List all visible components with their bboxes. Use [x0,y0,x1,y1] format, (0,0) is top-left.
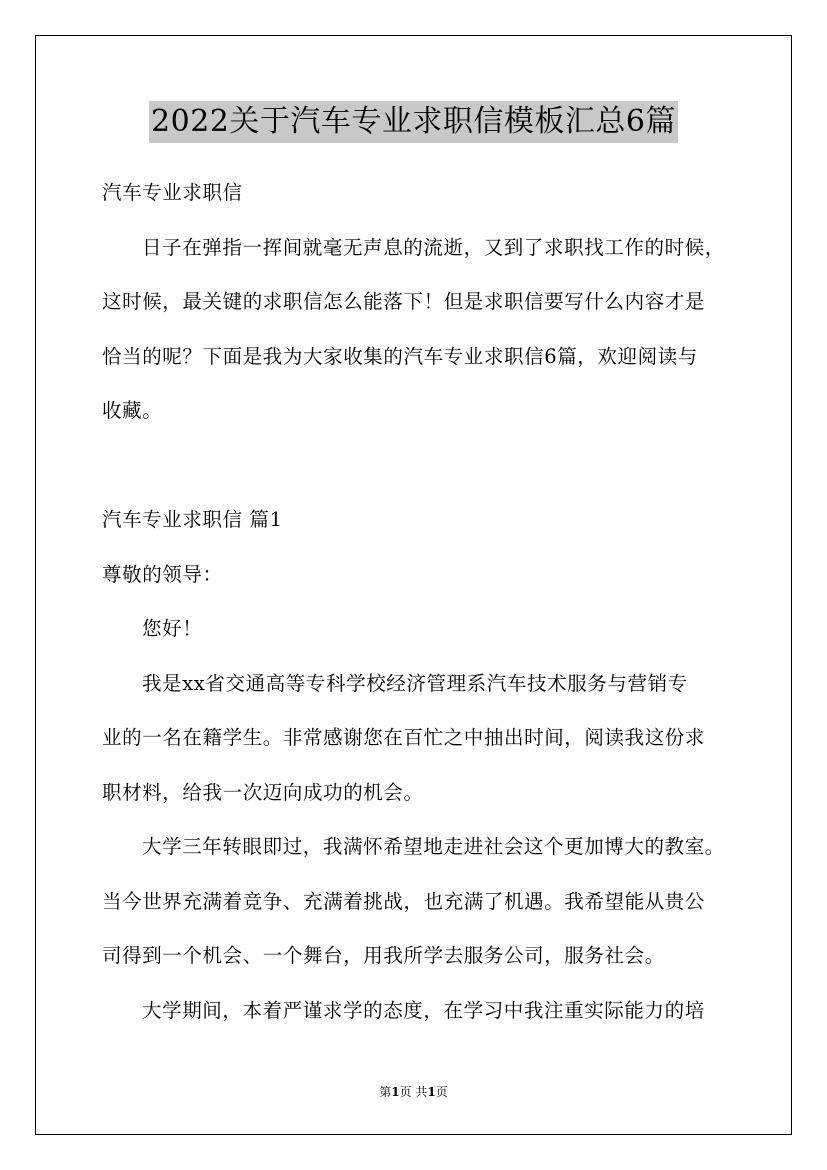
document-title: 2022关于汽车专业求职信模板汇总6篇 [149,101,678,143]
salutation: 尊敬的领导： [102,563,223,586]
intro-line: 日子在弹指一挥间就毫无声息的流逝，又到了求职找工作的时候， [142,236,725,259]
paragraph-line: 大学期间，本着严谨求学的态度，在学习中我注重实际能力的培 [142,999,705,1022]
footer-prefix: 第 [379,1085,392,1099]
document-heading: 汽车专业求职信 [102,181,243,204]
intro-line: 恰当的呢？下面是我为大家收集的汽车专业求职信6篇，欢迎阅读与 [102,345,698,368]
footer-mid: 页 共 [399,1085,428,1099]
greeting: 您好！ [142,617,203,640]
paragraph-line: 当今世界充满着竞争、充满着挑战，也充满了机遇。我希望能从贵公 [102,890,706,913]
footer-suffix: 页 [435,1085,448,1099]
paragraph-line: 我是xx省交通高等专科学校经济管理系汽车技术服务与营销专 [142,672,688,695]
paragraph-line: 职材料，给我一次迈向成功的机会。 [102,781,424,804]
paragraph-line: 大学三年转眼即过，我满怀希望地走进社会这个更加博大的教室。 [142,835,725,858]
paragraph-line: 业的一名在籍学生。非常感谢您在百忙之中抽出时间，阅读我这份求 [102,726,706,749]
page-number: 1 [391,1085,400,1099]
intro-line: 收藏。 [102,399,163,422]
intro-line: 这时候，最关键的求职信怎么能落下！但是求职信要写什么内容才是 [102,290,706,313]
section-heading: 汽车专业求职信 篇1 [102,508,283,531]
page-footer [0,1084,827,1100]
title-container [0,101,827,143]
paragraph-line: 司得到一个机会、一个舞台，用我所学去服务公司，服务社会。 [102,944,665,967]
page-total: 1 [427,1085,436,1099]
